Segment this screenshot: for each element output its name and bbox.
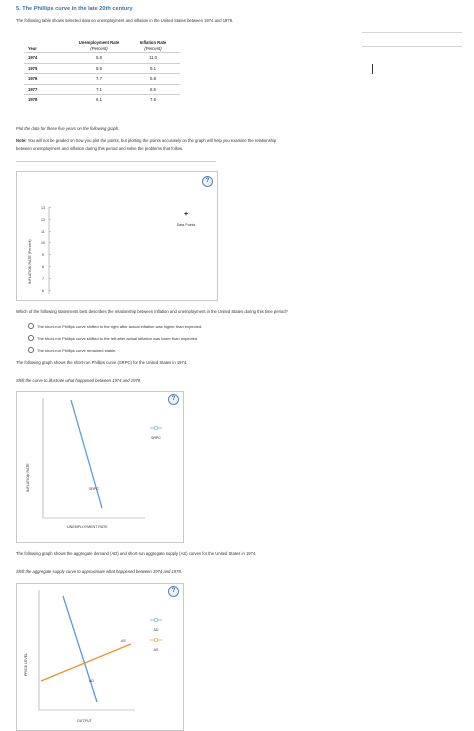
- y-tick: [41, 241, 51, 245]
- help-icon[interactable]: ?: [168, 586, 179, 597]
- data-table-container: [24, 40, 180, 105]
- table-row: [24, 74, 180, 85]
- as-tool-label: AS: [153, 648, 159, 652]
- help-icon[interactable]: ?: [202, 176, 213, 187]
- note-line-1: [16, 138, 276, 143]
- srpc-curve[interactable]: [71, 400, 102, 508]
- table-row: [24, 95, 180, 105]
- note-label: Note:: [16, 138, 27, 143]
- srpc-graph-panel: [16, 391, 184, 543]
- y-tick-label: 10: [41, 241, 45, 245]
- as-tool-handle-icon[interactable]: [154, 638, 158, 642]
- y-ticks: [41, 206, 51, 293]
- cell-unemployment: 8.5: [96, 65, 102, 71]
- srpc-tool-handle-icon[interactable]: [154, 426, 158, 430]
- cell-inflation: 11.0: [149, 55, 157, 60]
- y-tick-label: 7: [42, 277, 44, 281]
- answer-options: [28, 323, 202, 353]
- text-cursor: [372, 64, 373, 74]
- y-tick: [41, 230, 51, 234]
- sidebar-divider-bottom: [362, 46, 462, 47]
- y-tick-label: 6: [42, 289, 44, 293]
- as-curve[interactable]: [41, 644, 131, 681]
- option-row[interactable]: [28, 335, 202, 341]
- table-row: [24, 63, 180, 74]
- section-rule: [16, 161, 216, 162]
- data-points-tool-label: Data Points: [176, 223, 196, 227]
- cell-inflation: 6.5: [150, 86, 156, 92]
- adas-graph-panel: [16, 583, 184, 731]
- cell-inflation: 9.1: [150, 65, 156, 71]
- cell-inflation: 7.6: [150, 97, 156, 103]
- ad-curve-label: AD: [89, 679, 94, 683]
- y-tick-label: 11: [41, 230, 45, 234]
- y-axis-label: PRICE LEVEL: [24, 652, 28, 676]
- option-label: The short-run Phillips curve shifted to the right after actual inflation was higher than expected.: [37, 323, 203, 329]
- y-tick: [42, 277, 51, 281]
- table-row: [24, 84, 180, 95]
- sidebar-divider-top: [362, 32, 462, 33]
- adas-description: The following graph shows the aggregate demand (AD) and short-run aggregate supply (AS) curves for the United States in 1974.: [16, 551, 257, 556]
- srpc-curve-label: SRPC: [89, 487, 99, 491]
- adas-graph[interactable]: [17, 584, 183, 730]
- srpc-tool-label: SRPC: [151, 436, 161, 440]
- option-label: The short-run Phillips curve shifted to the left after actual inflation was lower than expected.: [37, 335, 199, 341]
- ad-curve[interactable]: [63, 596, 97, 702]
- data-table: [24, 40, 180, 105]
- radio-button[interactable]: [28, 347, 34, 353]
- cell-unemployment: 6.1: [96, 97, 102, 103]
- x-axis-label: UNEMPLOYMENT RATE: [67, 525, 108, 529]
- option-row[interactable]: [28, 323, 202, 329]
- cell-year: 1975: [28, 65, 38, 71]
- column-subheader-unemployment: (Percent): [90, 46, 108, 51]
- column-subheader-inflation: (Percent): [144, 46, 162, 51]
- table-row: [24, 53, 180, 64]
- y-tick: [42, 265, 51, 269]
- y-axis-label: INFLATION RATE: [26, 463, 30, 492]
- ad-tool-label: AD: [153, 628, 159, 632]
- srpc-description: The following graph shows the short-run Phillips curve (SRPC) for the United States in 1974.: [16, 360, 188, 365]
- cell-unemployment: 5.6: [96, 55, 102, 60]
- y-tick: [42, 289, 51, 293]
- y-tick-label: 12: [41, 218, 45, 222]
- column-header-unemployment: Unemployment Rate: [78, 40, 120, 45]
- cell-unemployment: 7.7: [96, 76, 102, 82]
- radio-button[interactable]: [28, 323, 34, 329]
- cell-inflation: 5.8: [150, 76, 156, 82]
- column-header-year: Year: [28, 46, 37, 51]
- adas-instruction: Shift the aggregate supply curve to approximate what happened between 1974 and 1978.: [16, 569, 182, 574]
- radio-button[interactable]: [28, 335, 34, 341]
- inflation-graph-panel: [16, 171, 218, 301]
- y-tick: [41, 218, 51, 222]
- y-tick: [42, 253, 51, 257]
- as-curve-label: AS: [121, 639, 126, 643]
- y-tick: [41, 206, 51, 210]
- cell-year: 1976: [28, 76, 38, 82]
- plus-icon[interactable]: +: [183, 211, 189, 218]
- question-text: Which of the following statements best describes the relationship between inflation and unemployment in the United States during this time period?: [16, 309, 288, 314]
- cell-year: 1977: [28, 86, 38, 92]
- note-line-2: between unemployment and inflation during this period and solve the problems that follow.: [16, 146, 183, 151]
- y-axis-label: INFLATION RATE (Percent): [28, 239, 32, 284]
- y-tick-label: 13: [41, 206, 45, 210]
- y-tick-label: 9: [42, 253, 44, 257]
- srpc-instruction: Shift the curve to illustrate what happened between 1974 and 1978.: [16, 378, 142, 383]
- ad-tool-handle-icon[interactable]: [154, 618, 158, 622]
- column-header-inflation: Inflation Rate: [139, 40, 167, 45]
- srpc-graph[interactable]: [17, 392, 183, 542]
- y-tick-label: 8: [42, 265, 44, 269]
- intro-text: The following table shows selected data on unemployment and inflation in the United States between 1974 and 1978.: [16, 18, 234, 23]
- page-title: 5. The Phillips curve in the late 20th century: [16, 6, 133, 12]
- option-label: The short-run Phillips curve remained stable.: [37, 347, 117, 353]
- note-text: You will not be graded on how you plot the points, but plotting the points accurately on the graph will help you examine the relationship: [26, 138, 277, 143]
- plot-instruction: Plot the data for these five years on the following graph.: [16, 126, 120, 131]
- x-axis-label: OUTPUT: [77, 719, 92, 723]
- cell-year: 1974: [28, 55, 38, 60]
- option-row[interactable]: [28, 347, 202, 353]
- help-icon[interactable]: ?: [168, 394, 179, 405]
- cell-year: 1978: [28, 97, 38, 103]
- cell-unemployment: 7.1: [96, 86, 102, 92]
- inflation-graph[interactable]: [17, 172, 217, 300]
